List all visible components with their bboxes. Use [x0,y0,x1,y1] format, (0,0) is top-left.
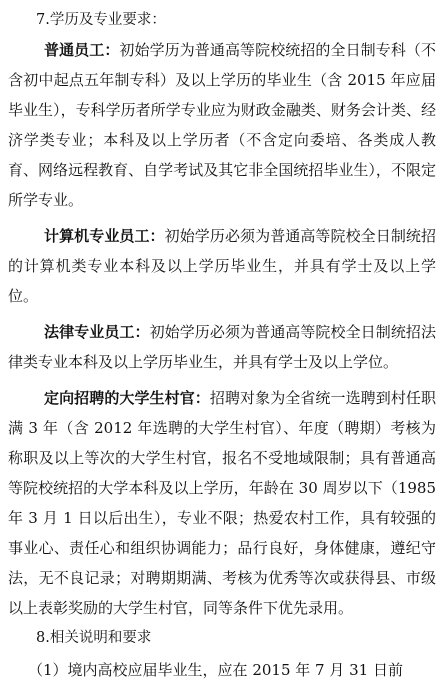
section-8-heading: 8.相关说明和要求 [36,630,152,646]
regular-staff-text: 初始学历为普通高等院校统招的全日制专科（不含初中起点五年制专科）及以上学历的毕业生（含 2015 年应届毕业生），专科学历者所学专业应为财政金融类、财务会计类、经济学类专业；本科及以上学历者（不含定向委培、各类成人教育、网络远程教育、自学考试及其它非全国统招毕业生），不限定所学专业。 [8,41,436,209]
law-staff-label: 法律专业员工： [44,323,150,341]
village-official-text: 招聘对象为全省统一选聘到村任职满 3 年（含 2012 年选聘的大学生村官）、年度（聘期）考核为称职及以上等次的大学生村官，报名不受地域限制；具有普通高等院校统招的大学本科及以上学历，年龄在 30 周岁以下（1985 年 3 月 1 日以后出生），专业不限；热爱农村工作，具有较强的事业心、责任心和组织协调能力；品行良好，身体健康，遵纪守法，无不良记录；对聘期期满、考核为优秀等次或获得县、市级以上表彰奖励的大学生村官，同等条件下优先录用。 [8,389,436,617]
computer-staff-label: 计算机专业员工： [44,227,165,245]
section-8-item-1: （1）境内高校应届毕业生，应在 2015 年 7 月 31 日前 [28,661,403,679]
law-staff-paragraph [8,317,436,377]
section-7-heading: 7.学历及专业要求： [36,12,166,28]
village-official-paragraph [8,383,436,623]
village-official-label: 定向招聘的大学生村官： [44,389,210,407]
computer-staff-text: 初始学历必须为普通高等院校全日制统招的计算机类专业本科及以上学历毕业生，并具有学士及以上学位。 [8,227,436,305]
regular-staff-paragraph [8,35,436,215]
regular-staff-label: 普通员工： [44,41,120,59]
computer-staff-paragraph [8,221,436,311]
law-staff-text: 初始学历必须为普通高等院校全日制统招法律类专业本科及以上学历毕业生，并具有学士及以上学位。 [8,323,436,371]
